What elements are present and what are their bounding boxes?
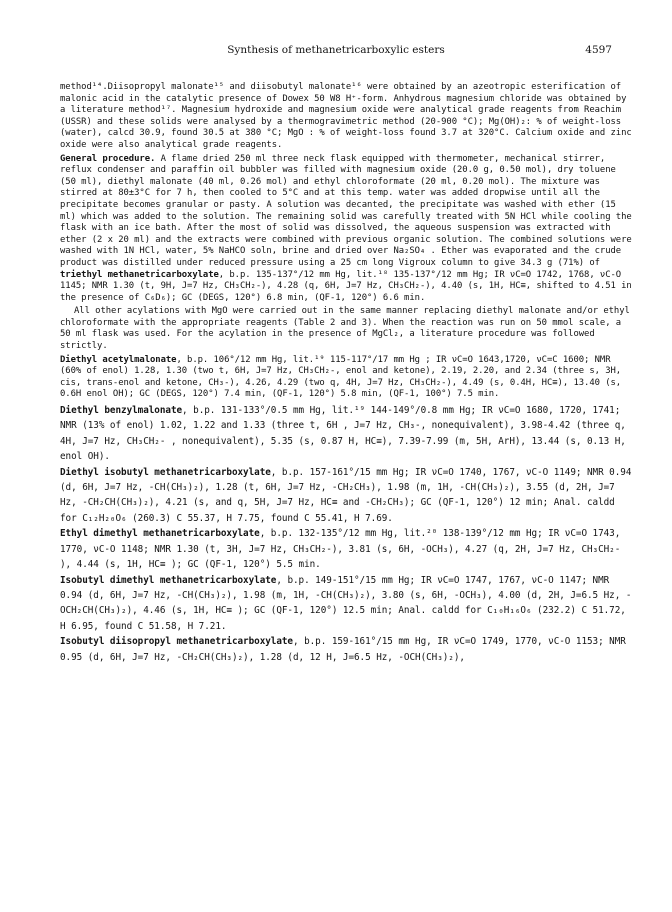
compound-data: , b.p. 157-161°/15 mm Hg; IR νC=O 1740, 1767, νC-O 1149; NMR 0.94 (d, 6H, J=7 Hz, -CH(CH₃)₂), 1.28 (t, 6H, J=7 Hz, -CH₂CH₃), 1.98 (m, 1H, -CH(CH₃)₂), 3.55 (d, 2H, J=7 Hz, -CH₂CH(CH₃)₂), 4.21 (s, and q, 5H, J=7 Hz, HC≡ and -CH₂CH₃); GC (QF-1, 120°) 12 min; Anal. caldd for C₁₂H₂₀O₆ (260.3) C 55.37, H 7.75, found C 55.41, H 7.69. — [60, 466, 632, 524]
compound-entry — [60, 403, 632, 465]
compound-entry — [60, 355, 632, 401]
materials-paragraph — [60, 82, 632, 152]
page-number: 4597 — [585, 44, 612, 56]
compound-name: Isobutyl diisopropyl methanetricarboxylate — [60, 636, 293, 648]
compound-name: Diethyl acetylmalonate — [60, 354, 177, 365]
compound-data: , b.p. 131-133°/0.5 mm Hg, lit.¹⁹ 144-149°/0.8 mm Hg; IR νC=O 1680, 1720, 1741; NMR (13% of enol) 1.02, 1.22 and 1.33 (three t, 6H , J=7 Hz, CH₃-, nonequivalent), 3.98-4.42 (three q, 4H, J=7 Hz, CH₃CH₂- , nonequivalent), 5.35 (s, 0.87 H, HC≡), 7.39-7.99 (m, 5H, ArH), 13.44 (s, 0.13 H, enol OH). — [60, 405, 626, 463]
compound-data: , b.p. 106°/12 mm Hg, lit.¹⁹ 115-117°/17 mm Hg ; IR νC=O 1643,1720, νC=C 1600; NMR (60% of enol) 1.28, 1.30 (two t, 6H, J=7 Hz, CH₃CH₂-, enol and ketone), 2.19, 2.20, and 2.34 (three s, 3H, cis, trans-enol and ketone, CH₃-), 4.26, 4.29 (two q, 4H, J=7 Hz, CH₃CH₂-), 4.49 (s, 0.4H, HC≡), 13.40 (s, 0.6H enol OH); GC (DEGS, 120°) 7.4 min, (QF-1, 120°) 5.8 min, (QF-1, 100°) 7.5 min. — [60, 354, 622, 400]
compound-entry — [60, 465, 632, 527]
acylation-paragraph — [60, 306, 632, 352]
compound-data: , b.p. 159-161°/15 mm Hg, IR νC=O 1749, 1770, νC-O 1153; NMR 0.95 (d, 6H, J=7 Hz, -CH₂CH(CH₃)₂), 1.28 (d, 12 H, J=6.5 Hz, -OCH(CH₃)₂), — [60, 636, 626, 663]
compound-data: , b.p. 149-151°/15 mm Hg; IR νC=O 1747, 1767, νC-O 1147; NMR 0.94 (d, 6H, J=7 Hz, -CH(CH₃)₂), 1.98 (m, 1H, -CH(CH₃)₂), 3.80 (s, 6H, -OCH₃), 4.00 (d, 2H, J=6.5 Hz, -OCH₂CH(CH₃)₂), 4.46 (s, 1H, HC≡ ); GC (QF-1, 120°) 12.5 min; Anal. caldd for C₁₀H₁₆O₆ (232.2) C 51.72, H 6.95, found C 51.58, H 7.21. — [60, 574, 632, 632]
paragraph-heading: General procedure. — [60, 153, 156, 164]
article-body — [60, 82, 632, 665]
running-title: Synthesis of methanetricarboxylic esters — [227, 44, 445, 56]
running-header — [60, 44, 612, 62]
paragraph-text: All other acylations with MgO were carried out in the same manner replacing diethyl malonate and/or ethyl chloroformate with the appropriate reagents (Table 2 and 3). When the reaction was run on 50 mmol scale, a 50 ml flask was used. For the acylation in the presence of MgCl₂, a literature procedure was followed strictly. — [60, 306, 630, 352]
compound-name: Ethyl dimethyl methanetricarboxylate — [60, 528, 260, 540]
compound-entry — [60, 526, 632, 572]
general-procedure-paragraph — [60, 154, 632, 305]
compound-name: Diethyl benzylmalonate — [60, 405, 183, 417]
compound-name: Isobutyl dimethyl methanetricarboxylate — [60, 574, 277, 586]
product-name: triethyl methanetricarboxylate — [60, 269, 219, 280]
compound-entry — [60, 573, 632, 635]
paragraph-text: method¹⁴.Diisopropyl malonate¹⁵ and diisobutyl malonate¹⁶ were obtained by an azeotropic esterification of malonic acid in the catalytic presence of Dowex 50 W8 H⁺-form. Anhydrous magnesium chloride was obtained by a literature method¹⁷. Magnesium hydroxide and magnesium oxide were analytical grade reagents from Reachim (USSR) and these solids were analysed by a thermogravimetric method (20-900 °C); Mg(OH)₂: % of weight-loss (water), calcd 30.9, found 30.5 at 380 °C; MgO : % of weight-loss found 3.7 at 320°C. Calcium oxide and zinc oxide were also analytical grade reagents. — [60, 82, 632, 150]
paragraph-text: A flame dried 250 ml three neck flask equipped with thermometer, mechanical stirrer, reflux condenser and paraffin oil bubbler was filled with magnesium oxide (20.0 g, 0.50 mol), dry toluene (50 ml), diethyl malonate (40 ml, 0.26 mol) and ethyl chloroformate (20 ml, 0.20 mol). The mixture was stirred at 80±3°C for 7 h, then cooled to 5°C and at this temp. water was added dropwise until all the precipitate becomes granular or pasty. A solution was decanted, the precipitate was washed with ether (15 ml) which was added to the solution. The remaining solid was carefully treated with 5N HCl while cooling the flask with an ice bath. After the most of solid was dissolved, the aqueous suspension was extracted with ether (2 x 20 ml) and the extracts were combined with previous organic solution. The combined solutions were washed with 1N HCl, water, 5% NaHCO soln, brine and dried over Na₂SO₄ . Ether was evaporated and the crude product was distilled under reduced pressure using a 25 cm long Vigroux column to give 34.3 g (71%) of — [60, 153, 632, 268]
compound-data: , b.p. 132-135°/12 mm Hg, lit.²⁰ 138-139°/12 mm Hg; IR νC=O 1743, 1770, νC-O 1148; NMR 1.30 (t, 3H, J=7 Hz, CH₃CH₂-), 3.81 (s, 6H, -OCH₃), 4.27 (q, 2H, J=7 Hz, CH₃CH₂- ), 4.44 (s, 1H, HC≡ ); GC (QF-1, 120°) 5.5 min. — [60, 528, 621, 571]
compound-entry — [60, 634, 632, 665]
compound-name: Diethyl isobutyl methanetricarboxylate — [60, 466, 271, 478]
product-data: , b.p. 135-137°/12 mm Hg, lit.¹⁸ 135-137°/12 mm Hg; IR νC=O 1742, 1768, νC-O 1145; NMR 1.30 (t, 9H, J=7 Hz, CH₃CH₂-), 4.28 (q, 6H, J=7 Hz, CH₃CH₂-), 4.40 (s, 1H, HC≡, shifted to 4.51 in the presence of C₆D₆); GC (DEGS, 120°) 6.8 min, (QF-1, 120°) 6.6 min. — [60, 269, 632, 303]
